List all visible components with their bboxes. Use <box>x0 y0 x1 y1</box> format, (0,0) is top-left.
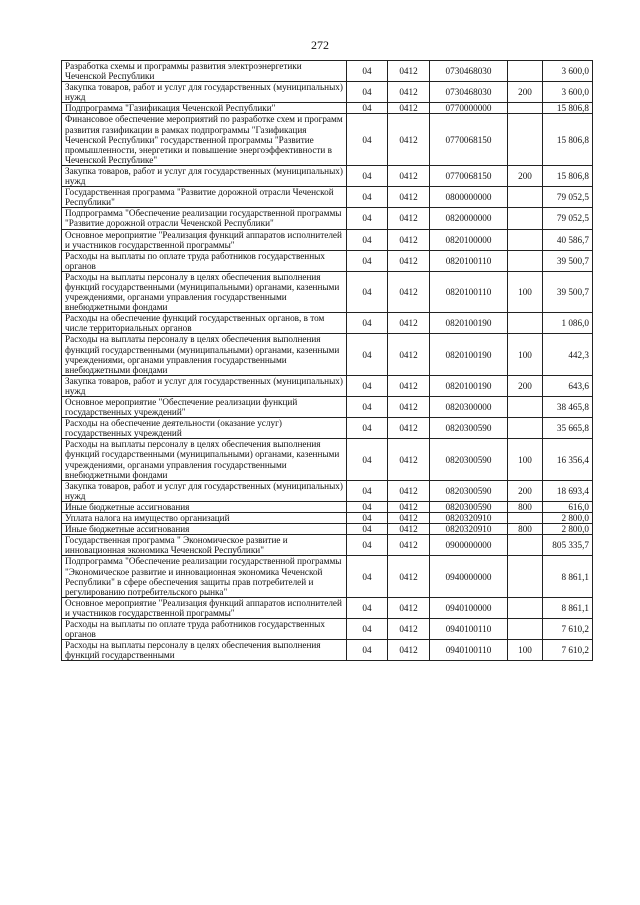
section-code-cell: 04 <box>347 480 388 501</box>
section-code-cell: 04 <box>347 313 388 334</box>
target-article-cell: 0820100190 <box>430 313 508 334</box>
expense-name-cell: Расходы на выплаты по оплате труда работников государственных органов <box>62 618 347 639</box>
amount-cell: 18 693,4 <box>543 480 593 501</box>
target-article-cell: 0770068150 <box>430 114 508 165</box>
section-code-cell: 04 <box>347 103 388 114</box>
expense-name-cell: Расходы на выплаты по оплате труда работников государственных органов <box>62 250 347 271</box>
table-row <box>62 501 593 512</box>
target-article-cell: 0820300590 <box>430 439 508 480</box>
page-number: 272 <box>311 38 329 52</box>
amount-cell: 35 665,8 <box>543 418 593 439</box>
section-code-cell: 04 <box>347 618 388 639</box>
amount-cell: 79 052,5 <box>543 208 593 229</box>
expense-name-cell: Иные бюджетные ассигнования <box>62 524 347 535</box>
table-row <box>62 313 593 334</box>
section-code-cell: 04 <box>347 250 388 271</box>
expense-name-cell: Закупка товаров, работ и услуг для государственных (муниципальных) нужд <box>62 165 347 186</box>
expense-type-cell <box>508 313 543 334</box>
expense-name-cell: Разработка схемы и программы развития электроэнергетики Чеченской Республики <box>62 61 347 82</box>
subsection-code-cell: 0412 <box>388 618 430 639</box>
subsection-code-cell: 0412 <box>388 82 430 103</box>
target-article-cell: 0820300590 <box>430 501 508 512</box>
target-article-cell: 0820300590 <box>430 418 508 439</box>
target-article-cell: 0820100190 <box>430 334 508 375</box>
section-code-cell: 04 <box>347 397 388 418</box>
expense-name-cell: Государственная программа "Развитие дорожной отрасли Чеченской Республики" <box>62 187 347 208</box>
subsection-code-cell: 0412 <box>388 556 430 597</box>
amount-cell: 643,6 <box>543 375 593 396</box>
expense-type-cell <box>508 597 543 618</box>
expense-name-cell: Закупка товаров, работ и услуг для государственных (муниципальных) нужд <box>62 82 347 103</box>
target-article-cell: 0820300590 <box>430 480 508 501</box>
expense-name-cell: Основное мероприятие "Реализация функций аппаратов исполнителей и участников государственной программы" <box>62 597 347 618</box>
expense-type-cell <box>508 61 543 82</box>
subsection-code-cell: 0412 <box>388 501 430 512</box>
table-row <box>62 165 593 186</box>
subsection-code-cell: 0412 <box>388 535 430 556</box>
subsection-code-cell: 0412 <box>388 229 430 250</box>
target-article-cell: 0820000000 <box>430 208 508 229</box>
subsection-code-cell: 0412 <box>388 524 430 535</box>
expense-type-cell <box>508 250 543 271</box>
subsection-code-cell: 0412 <box>388 418 430 439</box>
table-row <box>62 597 593 618</box>
section-code-cell: 04 <box>347 501 388 512</box>
section-code-cell: 04 <box>347 513 388 524</box>
amount-cell: 16 356,4 <box>543 439 593 480</box>
target-article-cell: 0730468030 <box>430 82 508 103</box>
expense-name-cell: Иные бюджетные ассигнования <box>62 501 347 512</box>
target-article-cell: 0820100190 <box>430 375 508 396</box>
amount-cell: 40 586,7 <box>543 229 593 250</box>
table-row <box>62 513 593 524</box>
expense-type-cell <box>508 513 543 524</box>
table-row <box>62 229 593 250</box>
amount-cell: 3 600,0 <box>543 61 593 82</box>
expense-name-cell: Основное мероприятие "Обеспечение реализации функций государственных учреждений" <box>62 397 347 418</box>
expense-type-cell: 100 <box>508 334 543 375</box>
table-row <box>62 334 593 375</box>
section-code-cell: 04 <box>347 375 388 396</box>
subsection-code-cell: 0412 <box>388 187 430 208</box>
expense-type-cell: 200 <box>508 480 543 501</box>
expense-name-cell: Уплата налога на имущество организаций <box>62 513 347 524</box>
target-article-cell: 0730468030 <box>430 61 508 82</box>
target-article-cell: 0940000000 <box>430 556 508 597</box>
expense-type-cell <box>508 618 543 639</box>
expense-type-cell <box>508 103 543 114</box>
subsection-code-cell: 0412 <box>388 114 430 165</box>
expense-name-cell: Основное мероприятие "Реализация функций аппаратов исполнителей и участников государственной программы" <box>62 229 347 250</box>
expense-type-cell <box>508 397 543 418</box>
table-row <box>62 640 593 661</box>
expense-name-cell: Расходы на выплаты персоналу в целях обеспечения выполнения функций государственными (муниципальными) органами, казенными учреждениями, органами управления государственными внебюджетными фондами <box>62 334 347 375</box>
section-code-cell: 04 <box>347 640 388 661</box>
amount-cell: 38 465,8 <box>543 397 593 418</box>
table-row <box>62 208 593 229</box>
target-article-cell: 0940100110 <box>430 618 508 639</box>
target-article-cell: 0820100110 <box>430 271 508 312</box>
subsection-code-cell: 0412 <box>388 61 430 82</box>
target-article-cell: 0900000000 <box>430 535 508 556</box>
amount-cell: 7 610,2 <box>543 618 593 639</box>
subsection-code-cell: 0412 <box>388 597 430 618</box>
section-code-cell: 04 <box>347 418 388 439</box>
expense-name-cell: Расходы на выплаты персоналу в целях обеспечения выполнения функций государственными <box>62 640 347 661</box>
expense-type-cell: 200 <box>508 165 543 186</box>
amount-cell: 616,0 <box>543 501 593 512</box>
subsection-code-cell: 0412 <box>388 480 430 501</box>
expense-type-cell: 800 <box>508 501 543 512</box>
target-article-cell: 0820100000 <box>430 229 508 250</box>
expense-type-cell: 100 <box>508 640 543 661</box>
amount-cell: 2 800,0 <box>543 524 593 535</box>
target-article-cell: 0770000000 <box>430 103 508 114</box>
table-row <box>62 103 593 114</box>
table-row <box>62 250 593 271</box>
expense-name-cell: Расходы на выплаты персоналу в целях обеспечения выполнения функций государственными (муниципальными) органами, казенными учреждениями, органами управления государственными внебюджетными фондами <box>62 271 347 312</box>
amount-cell: 8 861,1 <box>543 597 593 618</box>
table-row <box>62 375 593 396</box>
expense-type-cell <box>508 535 543 556</box>
amount-cell: 15 806,8 <box>543 103 593 114</box>
section-code-cell: 04 <box>347 535 388 556</box>
expense-name-cell: Закупка товаров, работ и услуг для государственных (муниципальных) нужд <box>62 480 347 501</box>
expense-name-cell: Подпрограмма "Обеспечение реализации государственной программы "Развитие дорожной отрасли Чеченской Республики" <box>62 208 347 229</box>
expense-name-cell: Расходы на выплаты персоналу в целях обеспечения выполнения функций государственными (муниципальными) органами, казенными учреждениями, органами управления государственными внебюджетными фондами <box>62 439 347 480</box>
budget-table <box>61 60 593 661</box>
section-code-cell: 04 <box>347 271 388 312</box>
target-article-cell: 0940100110 <box>430 640 508 661</box>
expense-name-cell: Расходы на обеспечение деятельности (оказание услуг) государственных учреждений <box>62 418 347 439</box>
amount-cell: 15 806,8 <box>543 114 593 165</box>
section-code-cell: 04 <box>347 61 388 82</box>
expense-type-cell: 200 <box>508 375 543 396</box>
subsection-code-cell: 0412 <box>388 334 430 375</box>
target-article-cell: 0820320910 <box>430 513 508 524</box>
table-body <box>62 61 593 661</box>
table-row <box>62 397 593 418</box>
subsection-code-cell: 0412 <box>388 271 430 312</box>
table-row <box>62 61 593 82</box>
table-row <box>62 556 593 597</box>
subsection-code-cell: 0412 <box>388 103 430 114</box>
section-code-cell: 04 <box>347 334 388 375</box>
amount-cell: 805 335,7 <box>543 535 593 556</box>
table-row <box>62 418 593 439</box>
expense-type-cell <box>508 229 543 250</box>
expense-name-cell: Подпрограмма "Обеспечение реализации государственной программы "Экономическое развитие и инновационная экономика Чеченской Республики" в сфере обеспечения защиты прав потребителей и регулированию потребительского рынка" <box>62 556 347 597</box>
target-article-cell: 0940100000 <box>430 597 508 618</box>
section-code-cell: 04 <box>347 187 388 208</box>
expense-name-cell: Подпрограмма "Газификация Чеченской Республики" <box>62 103 347 114</box>
amount-cell: 2 800,0 <box>543 513 593 524</box>
table-row <box>62 114 593 165</box>
expense-name-cell: Государственная программа " Экономическое развитие и инновационная экономика Чеченской Республики" <box>62 535 347 556</box>
subsection-code-cell: 0412 <box>388 640 430 661</box>
amount-cell: 8 861,1 <box>543 556 593 597</box>
table-row <box>62 439 593 480</box>
amount-cell: 7 610,2 <box>543 640 593 661</box>
section-code-cell: 04 <box>347 165 388 186</box>
subsection-code-cell: 0412 <box>388 439 430 480</box>
expense-name-cell: Закупка товаров, работ и услуг для государственных (муниципальных) нужд <box>62 375 347 396</box>
expense-type-cell <box>508 208 543 229</box>
expense-type-cell <box>508 556 543 597</box>
section-code-cell: 04 <box>347 114 388 165</box>
table-row <box>62 271 593 312</box>
amount-cell: 39 500,7 <box>543 250 593 271</box>
section-code-cell: 04 <box>347 229 388 250</box>
section-code-cell: 04 <box>347 597 388 618</box>
expense-type-cell: 200 <box>508 82 543 103</box>
amount-cell: 442,3 <box>543 334 593 375</box>
target-article-cell: 0820320910 <box>430 524 508 535</box>
target-article-cell: 0770068150 <box>430 165 508 186</box>
expense-type-cell <box>508 418 543 439</box>
expense-name-cell: Финансовое обеспечение мероприятий по разработке схем и программ развития газификации в рамках подпрограммы "Газификация Чеченской Республики" государственной программы "Развитие промышленности, энергетики и повышение энергоэффективности в Чеченской Республике" <box>62 114 347 165</box>
table-row <box>62 524 593 535</box>
target-article-cell: 0820100110 <box>430 250 508 271</box>
table-row <box>62 187 593 208</box>
target-article-cell: 0800000000 <box>430 187 508 208</box>
expense-type-cell: 100 <box>508 439 543 480</box>
subsection-code-cell: 0412 <box>388 513 430 524</box>
amount-cell: 1 086,0 <box>543 313 593 334</box>
amount-cell: 3 600,0 <box>543 82 593 103</box>
amount-cell: 79 052,5 <box>543 187 593 208</box>
section-code-cell: 04 <box>347 439 388 480</box>
amount-cell: 15 806,8 <box>543 165 593 186</box>
subsection-code-cell: 0412 <box>388 313 430 334</box>
subsection-code-cell: 0412 <box>388 397 430 418</box>
expense-type-cell <box>508 187 543 208</box>
section-code-cell: 04 <box>347 82 388 103</box>
subsection-code-cell: 0412 <box>388 250 430 271</box>
subsection-code-cell: 0412 <box>388 165 430 186</box>
expense-type-cell: 100 <box>508 271 543 312</box>
section-code-cell: 04 <box>347 556 388 597</box>
subsection-code-cell: 0412 <box>388 375 430 396</box>
table-row <box>62 535 593 556</box>
table-row <box>62 618 593 639</box>
expense-name-cell: Расходы на обеспечение функций государственных органов, в том числе территориальных органов <box>62 313 347 334</box>
expense-type-cell <box>508 114 543 165</box>
target-article-cell: 0820300000 <box>430 397 508 418</box>
subsection-code-cell: 0412 <box>388 208 430 229</box>
table-row <box>62 480 593 501</box>
section-code-cell: 04 <box>347 524 388 535</box>
section-code-cell: 04 <box>347 208 388 229</box>
table-row <box>62 82 593 103</box>
amount-cell: 39 500,7 <box>543 271 593 312</box>
expense-type-cell: 800 <box>508 524 543 535</box>
